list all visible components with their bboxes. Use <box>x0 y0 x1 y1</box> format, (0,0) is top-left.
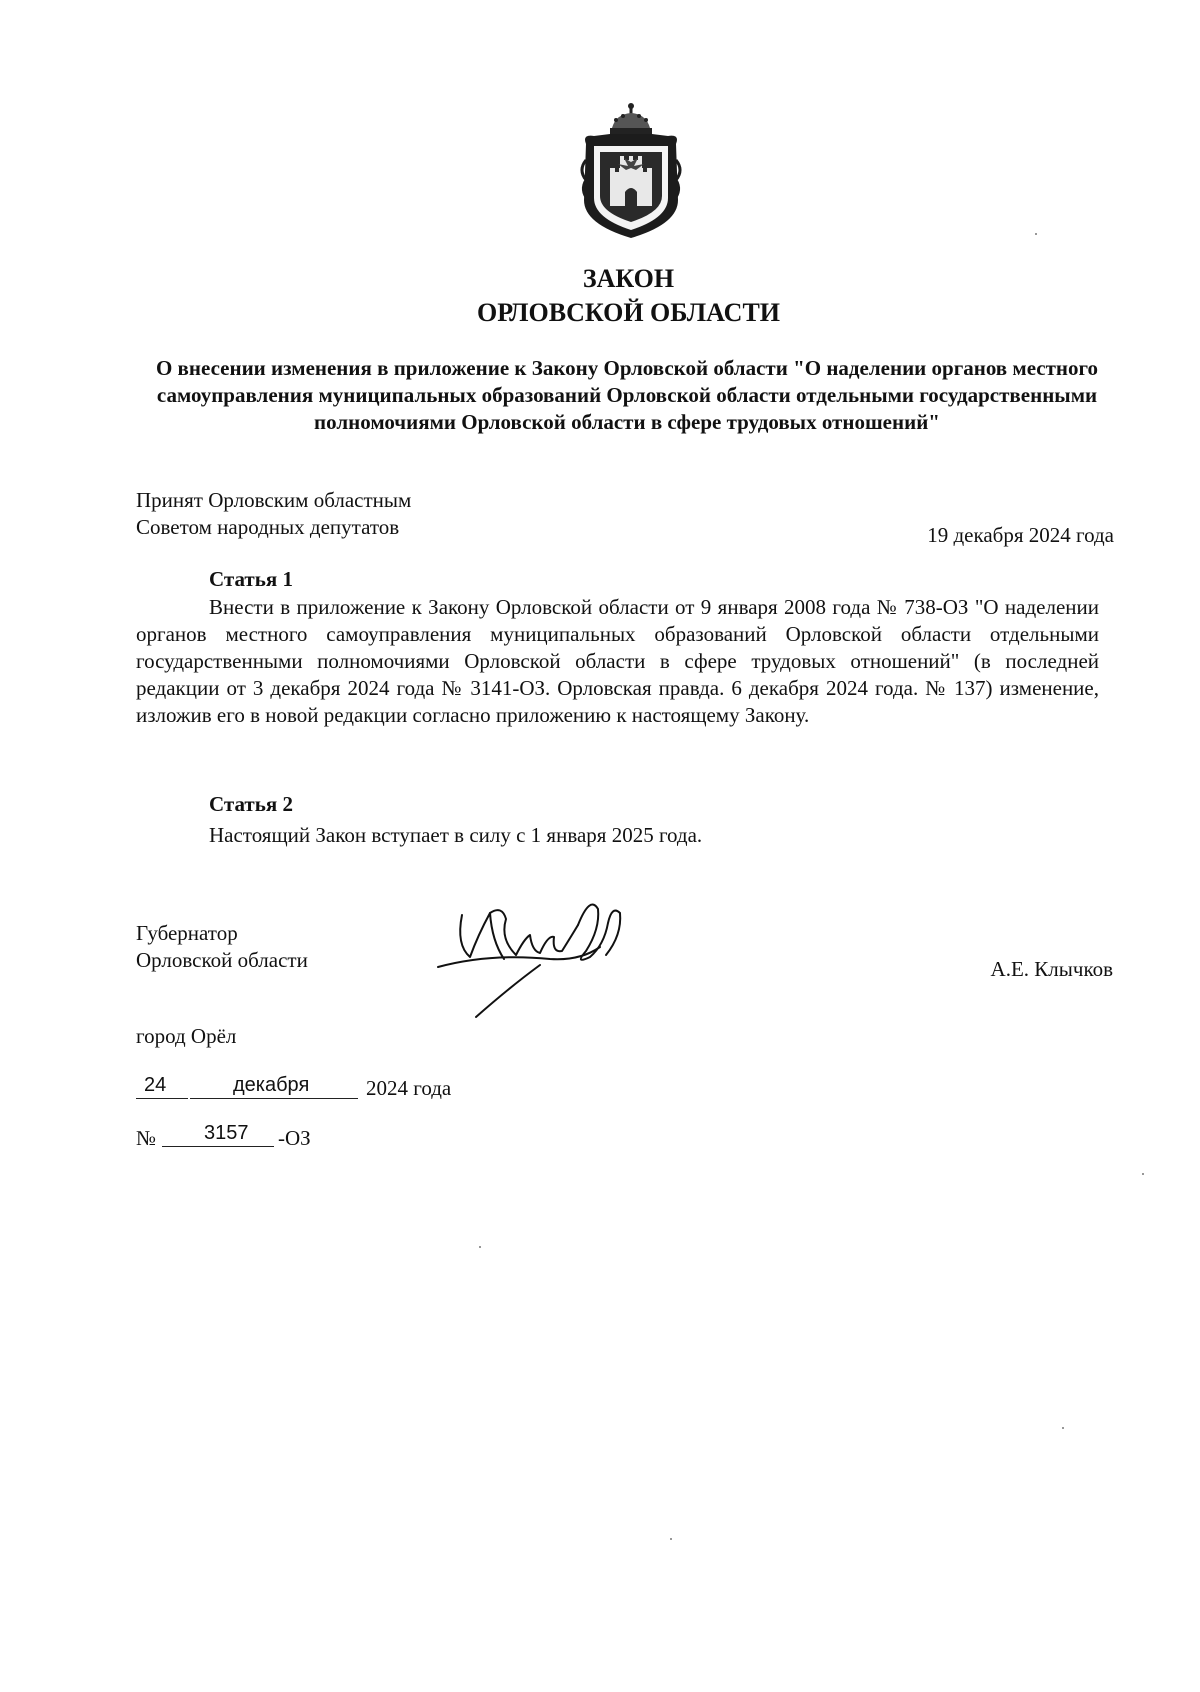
signatory-position-line-1: Губернатор <box>136 921 238 945</box>
article-2-heading: Статья 2 <box>209 792 293 816</box>
signing-year: 2024 года <box>366 1076 452 1100</box>
document-type-title: ЗАКОН <box>582 264 675 293</box>
signatory-position-line-2: Орловской области <box>136 948 308 972</box>
law-number-suffix: -ОЗ <box>278 1126 311 1150</box>
article-2-text: Настоящий Закон вступает в силу с 1 января 2025 года. <box>209 823 703 847</box>
signing-month-underline <box>190 1098 358 1099</box>
governor-signature <box>430 895 650 1025</box>
law-number: 3157 <box>204 1122 249 1144</box>
law-subject-heading: О внесении изменения в приложение к Закону Орловской области "О наделении органов местного самоуправления муниципальных образований Орловской области отдельными государственными полномочиями Орловской области в сфере трудовых отношений" <box>155 356 1099 434</box>
signing-day: 24 <box>144 1074 167 1096</box>
signatory-name: А.Е. Клычков <box>990 957 1113 981</box>
law-number-underline <box>162 1146 274 1147</box>
adoption-date: 19 декабря 2024 года <box>927 523 1114 547</box>
article-1-heading: Статья 1 <box>209 567 293 591</box>
article-1-text: Внести в приложение к Закону Орловской области от 9 января 2008 года № 738-ОЗ "О наделении органов местного самоуправления муниципальных образований Орловской области отдельными государственными полномочиями Орловской области в сфере трудовых отношений" (в последней редакции от 3 декабря 2024 года № 3141-ОЗ. Орловская правда. 6 декабря 2024 года. № 137) изменение, изложив его в новой редакции согласно приложению к настоящему Закону. <box>136 595 1099 727</box>
region-title: ОРЛОВСКОЙ ОБЛАСТИ <box>476 298 781 327</box>
city-label: город Орёл <box>136 1024 237 1048</box>
scan-speck <box>1035 233 1037 235</box>
scan-speck <box>670 1538 672 1540</box>
law-number-prefix: № <box>136 1126 157 1150</box>
scan-speck <box>1062 1427 1064 1429</box>
signing-day-underline <box>136 1098 188 1099</box>
coat-of-arms-icon <box>572 100 690 240</box>
scan-speck <box>1142 1173 1144 1175</box>
signing-month: декабря <box>233 1074 310 1096</box>
scan-speck <box>479 1246 481 1248</box>
adoption-line-2: Советом народных депутатов <box>136 515 400 539</box>
adoption-line-1: Принят Орловским областным <box>136 488 412 512</box>
